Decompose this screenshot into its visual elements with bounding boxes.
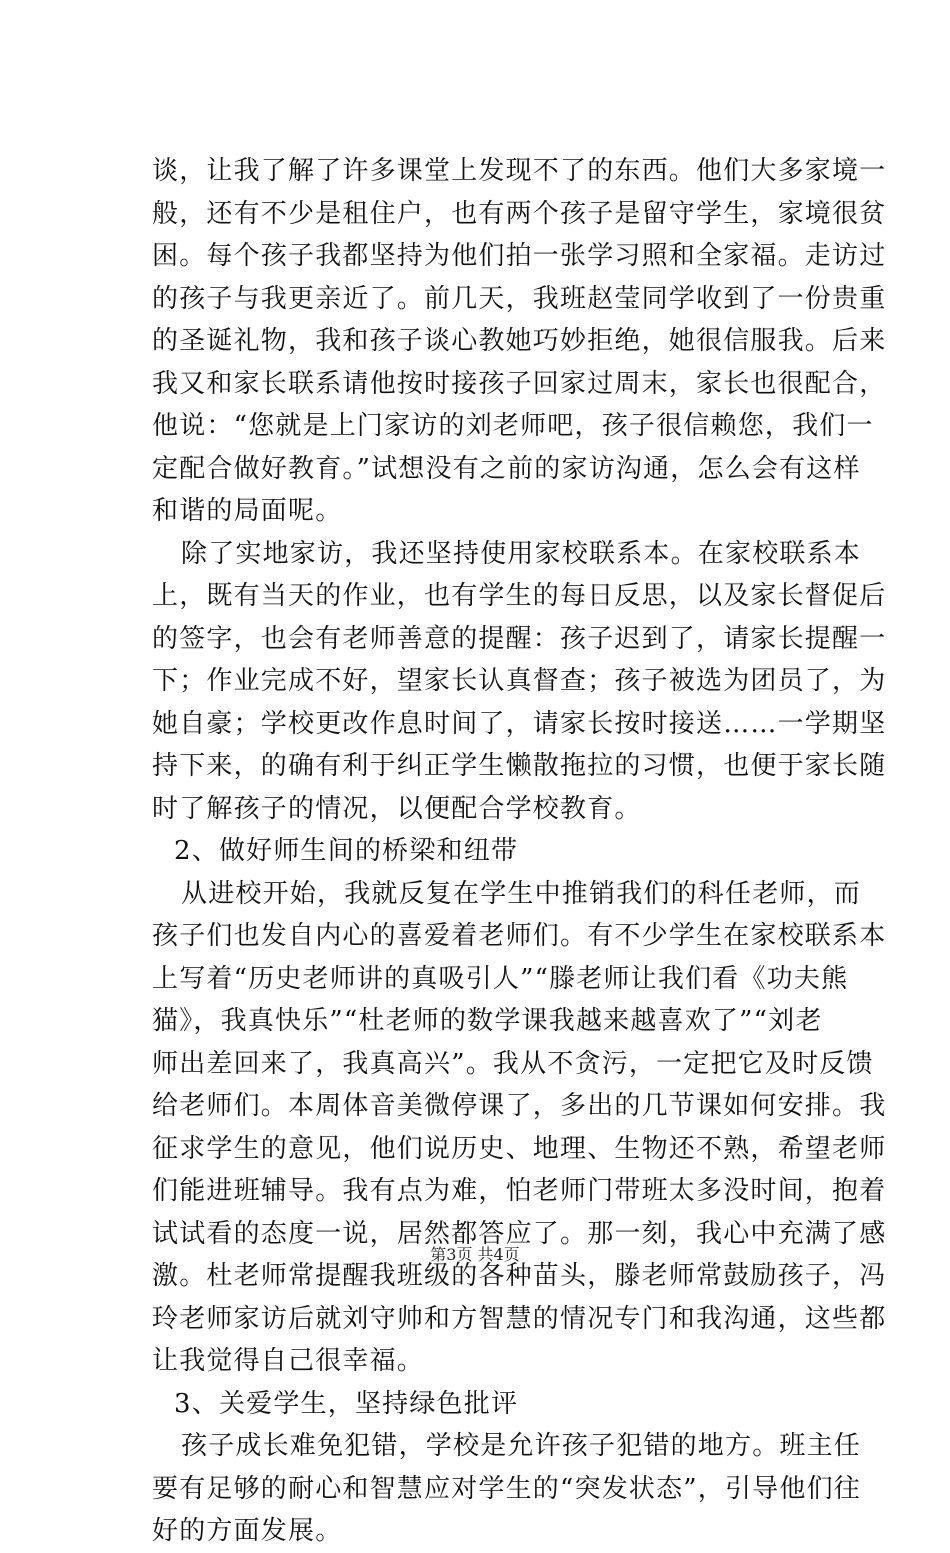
text-line: 的圣诞礼物，我和孩子谈心教她巧妙拒绝，她很信服我。后来 [152,326,887,356]
text-line: 时了解孩子的情况，以便配合学校教育。 [152,793,642,824]
text-line: 们能进班辅导。我有点为难，怕老师门带班太多没时间，抱着 [152,1176,887,1206]
text-line: 孩子们也发自内心的喜爱着老师们。有不少学生在家校联系本 [152,921,887,951]
text-line: 除了实地家访，我还坚持使用家校联系本。在家校联系本 [181,538,862,569]
section-heading: 2、做好师生间的桥梁和纽带 [174,836,519,866]
text-line: 的孩子与我更亲近了。前几天，我班赵莹同学收到了一份贵重 [152,283,887,314]
text-line: 和谐的局面呢。 [152,496,343,526]
text-line: 上写着“历史老师讲的真吸引人”“滕老师让我们看《功夫熊 [152,963,849,994]
text-line: 给老师们。本周体音美微停课了，多出的几节课如何安排。我 [152,1091,887,1121]
document-body [152,150,887,1553]
text-line: 困。每个孩子我都坚持为他们拍一张学习照和全家福。走访过 [152,241,887,271]
text-line: 征求学生的意见，他们说历史、地理、生物还不熟，希望老师 [152,1133,887,1164]
text-line: 猫》，我真快乐”“杜老师的数学课我越来越喜欢了”“刘老 [152,1006,823,1036]
text-line: 孩子成长难免犯错，学校是允许孩子犯错的地方。班主任 [181,1431,862,1461]
text-line: 般，还有不少是租住户，也有两个孩子是留守学生，家境很贫 [152,198,887,229]
text-line: 让我觉得自己很幸福。 [152,1346,425,1376]
text-line: 她自豪；学校更改作息时间了，请家长按时接送……一学期坚 [152,708,887,739]
text-line: 激。杜老师常提醒我班级的各种苗头，滕老师常鼓励孩子，冯 [152,1261,887,1291]
text-line: 师出差回来了，我真高兴”。我从不贪污，一定把它及时反馈 [152,1048,874,1079]
text-line: 我又和家长联系请他按时接孩子回家过周末，家长也很配合， [152,368,887,399]
section-heading: 3、关爱学生，坚持绿色批评 [174,1388,519,1419]
text-line: 定配合做好教育。”试想没有之前的家访沟通，怎么会有这样 [152,453,861,484]
page-number-footer: 第3页 共4页 [430,1245,520,1264]
text-line: 从进校开始，我就反复在学生中推销我们的科任老师，而 [181,878,862,909]
text-line: 谈，让我了解了许多课堂上发现不了的东西。他们大多家境一 [152,156,887,186]
text-line: 玲老师家访后就刘守帅和方智慧的情况专门和我沟通，这些都 [152,1303,887,1334]
text-line: 下；作业完成不好，望家长认真督查；孩子被选为团员了，为 [152,666,887,696]
text-line: 要有足够的耐心和智慧应对学生的“突发状态”，引导他们往 [152,1473,861,1504]
text-line: 的签字，也会有老师善意的提醒：孩子迟到了，请家长提醒一 [152,623,887,654]
text-line: 持下来，的确有利于纠正学生懒散拖拉的习惯，也便于家长随 [152,751,887,781]
text-line: 他说：“您就是上门家访的刘老师吧，孩子很信赖您，我们一 [152,411,874,441]
text-line: 上，既有当天的作业，也有学生的每日反思，以及家长督促后 [152,581,887,611]
text-line: 好的方面发展。 [152,1516,343,1546]
text-line: 试试看的态度一说，居然都答应了。那一刻，我心中充满了感 [152,1218,887,1249]
